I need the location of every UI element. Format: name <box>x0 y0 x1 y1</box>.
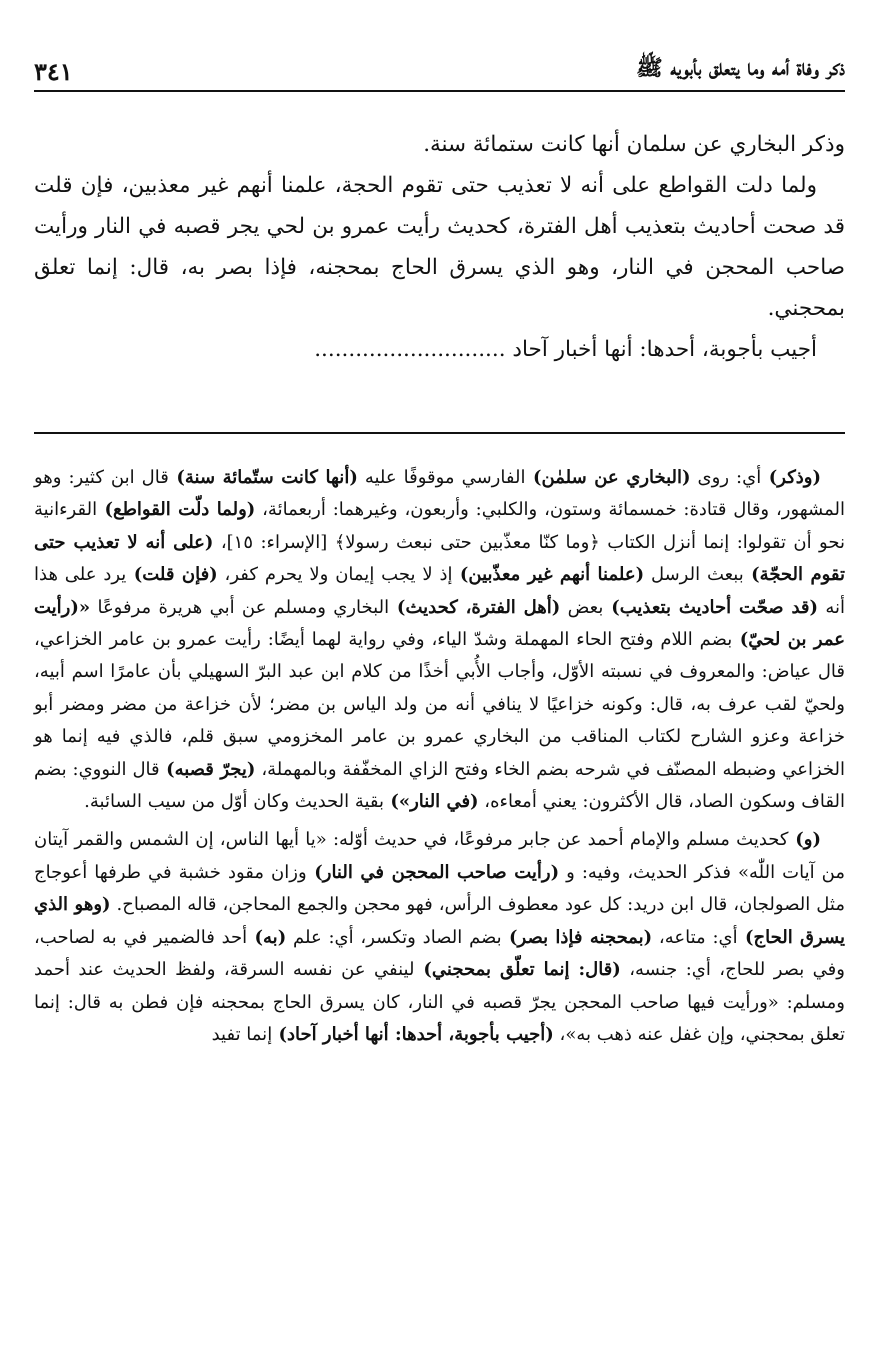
commentary-text: بضم اللام وفتح الحاء المهملة وشدّ الياء، وفي رواية لهما أيضًا: رأيت عمرو بن عامر الخزاعي، قال عياض: والمعروف في نسبته الأوّل، وأجاب الأُبي أخذًا من كلام ابن عبد البرّ السهيلي بأن عامرًا اسم أبيه، ولحيّ لقب عرف به، قال: وكونه خزاعيًا لا ينافي أنه من ولد الياس بن مضر؛ لأن خزاعة من مضر ومضر أبو خزاعة وعزو الشارح لكتاب المناقب من البخاري عمرو بن عامر المخزومي سبق قلم، فالذي فيه إنما هو الخزاعي وضبطه المصنّف في شرحه بضم الخاء وفتح الزاي المخفّفة وبالمهملة، <box>34 629 845 780</box>
lemma-text: «(رأيت عمر بن لحيّ) <box>34 596 846 651</box>
commentary-text: وزان مقود خشبة في طرفها أعوجاج مثل الصولجان، قال ابن دريد: كل عود معطوف الرأس، فهو محجن والجمع المحاجن، قاله المصباح. <box>34 861 845 916</box>
commentary-text: قال ابن كثير: وهو المشهور، وقال قتادة: خمسمائة وستون، والكلبي: وأربعون، وغيرهما: أربعمائة، <box>34 467 845 521</box>
commentary-text: بضم الصاد وتكسر، أي: علم <box>286 926 502 948</box>
main-paragraph-2: ولما دلت القواطع على أنه لا تعذيب حتى تقوم الحجة، علمنا أنهم غير معذبين، فإن قلت قد صحت أحاديث بتعذيب أهل الفترة، كحديث رأيت عمرو بن لحي يجر قصبه في النار ورأيت صاحب المحجن في النار، وهو الذي يسرق الحاج بمحجنه، فإذا بصر به، قال: إنما تعلق بمحجني. <box>34 173 845 321</box>
main-text <box>34 124 845 370</box>
commentary-text: الفارسي موقوفًا عليه <box>357 467 526 488</box>
lemma-text: (في النار») <box>384 791 479 813</box>
lemma-text: (على أنه لا تعذيب حتى تقوم الحجّة) <box>34 531 845 586</box>
lemma-text: (به) <box>247 926 287 948</box>
running-head <box>34 40 845 92</box>
commentary-text: البخاري ومسلم عن أبي هريرة مرفوعًا <box>90 596 390 618</box>
lemma-text: (قال: إنما تعلّق بمحجني) <box>414 959 621 981</box>
lemma-text: (ولما دلّت القواطع) <box>97 499 256 521</box>
commentary-text: أي: روى <box>690 467 762 488</box>
lemma-text: (قد صحّت أحاديث بتعذيب) <box>603 596 819 618</box>
page-number: ٣٤١ <box>34 57 73 86</box>
lemma-text: (و) <box>788 829 821 851</box>
continuation-dots: ............................ <box>314 337 506 362</box>
commentary-text: بقية الحديث وكان أوّل من سيب السائبة. <box>84 791 385 813</box>
commentary-paragraph-2 <box>34 824 845 1051</box>
commentary-text: إذ لا يجب إيمان ولا يحرم كفر، <box>217 564 453 586</box>
commentary-text: القرءانية نحو أن تقولوا: إنما أنزل الكتاب ﴿وما كنّا معذّبين حتى نبعث رسولا﴾ [الإسراء: ١٥]، <box>34 499 845 553</box>
commentary-text: كحديث مسلم والإمام أحمد عن جابر مرفوعًا، في حديث أوّله: «يا أيها الناس، إن الشمس والقمر آيتان من آيات اللّٰه» فذكر الحديث، وفيه: و <box>34 829 845 883</box>
commentary <box>34 462 845 1051</box>
running-title: ذكر وفاة أمه وما يتعلق بأبويه ﷺ <box>636 55 845 81</box>
main-paragraph-1: وذكر البخاري عن سلمان أنها كانت ستمائة سنة. <box>423 132 845 157</box>
commentary-text: أحد فالضمير في به لصاحب، وفي بصر للحاج، أي: جنسه، <box>34 926 845 981</box>
commentary-text: ببعث الرسل <box>644 564 744 586</box>
lemma-text: (بمحجنه فإذا بصر) <box>501 926 653 948</box>
lemma-text: (رأيت صاحب المحجن في النار) <box>306 861 560 883</box>
lemma-text: (علمنا أنهم غير معذّبين) <box>452 564 645 586</box>
lemma-text: (وذكر) <box>761 467 821 488</box>
lemma-text: (وهو الذي يسرق الحاج) <box>34 894 846 948</box>
commentary-text: أي: متاعه، <box>652 926 738 948</box>
commentary-text: لينفي عن نفسه السرقة، ولفظ الحديث عند أحمد ومسلم: «ورأيت فيها صاحب المحجن يجرّ قصبه في النار، كان يسرق الحاج بمحجنه فإن فطن به قال: إنما تعلق بمحجني، وإن غفل عنه ذهب به»، <box>34 959 846 1045</box>
commentary-text: إنما تفيد <box>211 1023 273 1045</box>
commentary-text: بعض <box>560 596 604 618</box>
commentary-text: يرد على هذا أنه <box>34 564 845 618</box>
commentary-paragraph-1 <box>34 462 845 818</box>
lemma-text: (فإن قلت) <box>126 564 218 586</box>
lemma-text: (أنها كانت ستّمائة سنة) <box>168 467 358 488</box>
main-last-line-text: أجيب بأجوبة، أحدها: أنها أخبار آحاد <box>512 337 817 362</box>
main-last-line <box>34 329 845 370</box>
lemma-text: (يجرّ قصبه) <box>159 758 256 780</box>
footnote-separator <box>34 432 845 434</box>
lemma-text: (أهل الفترة، كحديث) <box>389 596 561 618</box>
lemma-text: (البخاري عن سلمٰن) <box>525 467 691 488</box>
commentary-text: قال النووي: بضم القاف وسكون الصاد، قال الأكثرون: يعني أمعاءه، <box>34 758 845 813</box>
lemma-text: (أجيب بأجوبة، أحدها: أنها أخبار آحاد) <box>272 1023 554 1045</box>
